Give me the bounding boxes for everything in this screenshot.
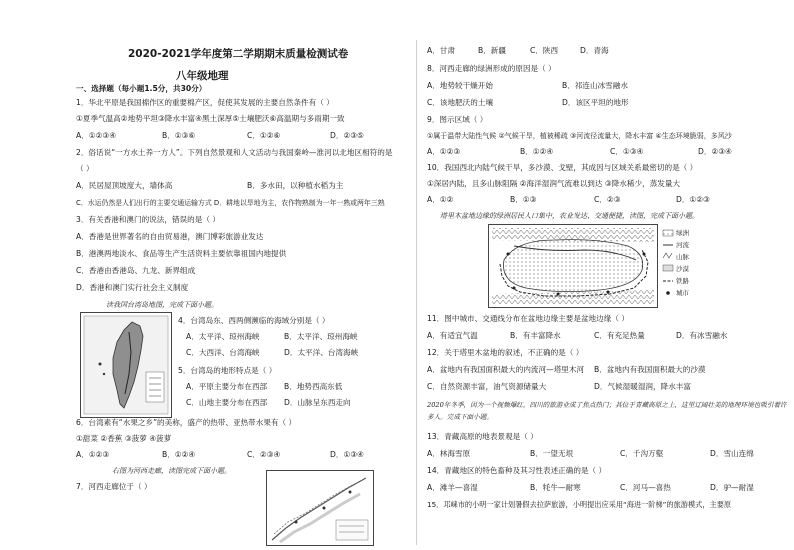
q12-stem: 12．关于塔里木盆地的叙述，不正确的是（ ） (427, 348, 584, 357)
taiwan-map-intro: 读我国台湾岛地图，完成下面小题。 (106, 301, 218, 309)
legend-city: 城市 (676, 289, 689, 297)
q9-option-d: D．②③④ (698, 147, 732, 156)
q11-stem: 11．图中城市、交通线分布在盆地边缘主要是盆地边缘（ ） (427, 314, 629, 323)
q9-stem: 9．图示区域（ ） (427, 115, 488, 124)
exam-subtitle: 八年级地理 (176, 70, 229, 82)
q13-option-c: C．千沟万壑 (620, 449, 664, 458)
q14-option-d: D．驴—耐湿 (710, 483, 754, 492)
q13-option-b: B．一望无垠 (530, 449, 574, 458)
q3-stem: 3．有关香港和澳门的说法，错误的是（ ） (76, 215, 220, 224)
q6-option-a: A．①②③ (76, 450, 110, 459)
q3-option-a: A．香港是世界著名的自由贸易港，澳门博彩旅游业发达 (76, 232, 264, 241)
q7-option-d: D．青海 (580, 46, 609, 55)
q10-option-d: D．①②③ (676, 195, 710, 204)
q7-option-c: C．陕西 (530, 46, 559, 55)
q8-option-c: C．该地肥沃的土壤 (427, 98, 494, 107)
q3-option-b: B．港澳两地淡水、食品等生产生活资料主要依靠祖国内地提供 (76, 249, 287, 258)
tarim-basin-map (488, 224, 658, 308)
q11-option-b: B．有丰富降水 (510, 331, 561, 340)
q1-option-a: A．①②③④ (76, 131, 117, 140)
news-intro: 2020年冬季，因为一个视频爆红，四川的旅游业成了焦点热门；其位于青藏高原之上，这里辽阔壮美的地理环境也吸引着许多人。完成下面小题。 (427, 401, 787, 421)
q15-stem: 15．邛崃市的小明一家计划暑假去拉萨旅游，小明提出应采用“海进一阶梯”的旅游模式，主要原 (427, 500, 732, 509)
tarim-map-intro: 塔里木盆地边缘的绿洲居民人口集中，农业发达、交通便捷，读图，完成下面小题。 (440, 212, 699, 220)
q9-option-a: A．①②③ (427, 147, 461, 156)
q13-stem: 13．青藏高原的地表景观是（ ） (427, 432, 538, 441)
q5-option-d: D．山脉呈东西走向 (284, 398, 351, 407)
q11-option-c: C．有充足热量 (594, 331, 645, 340)
q14-option-b: B．牦牛—耐寒 (530, 483, 581, 492)
q7-option-a: A．甘肃 (427, 46, 455, 55)
q10-choices: ①深居内陆，且多山脉阻隔 ②海洋湿润气流难以到达 ③降水稀少，蒸发量大 (427, 179, 681, 188)
q8-option-d: D．该区平坦的地形 (562, 98, 629, 107)
q6-option-b: B．①②④ (162, 450, 196, 459)
q4-option-b: B．太平洋、琼州海峡 (284, 332, 358, 341)
q4-stem: 4．台湾岛东、西两侧濒临的海域分别是（ ） (178, 316, 330, 325)
q4-option-a: A．太平洋、琼州海峡 (186, 332, 260, 341)
q5-option-a: A．平原主要分布在西部 (186, 382, 268, 391)
q6-stem: 6．台湾素有“水果之乡”的美称，盛产的热带、亚热带水果有（ ） (76, 418, 297, 427)
taiwan-map (80, 312, 172, 418)
q12-option-a: A．盆地内有我国面积最大的内流河—塔里木河 (427, 365, 585, 374)
legend-river: 河流 (676, 241, 689, 249)
q7-stem: 7．河西走廊位于（ ） (76, 482, 152, 491)
q9-option-b: B．①②④ (520, 147, 554, 156)
q14-stem: 14．青藏地区的特色畜种及其习性表述正确的是（ ） (427, 466, 607, 475)
q12-option-c: C．自然资源丰富，油气资源储量大 (427, 382, 547, 391)
legend-desert: 沙漠 (676, 265, 689, 273)
q2-option-b: B．多水田，以种植水稻为主 (247, 181, 344, 190)
q7-option-b: B．新疆 (478, 46, 506, 55)
q5-option-b: B．地势西高东低 (284, 382, 343, 391)
q12-option-b: B．盆地内有我国面积最大的沙漠 (594, 365, 706, 374)
q4-option-c: C．大西洋、台湾海峡 (186, 348, 260, 357)
q8-option-b: B．祁连山冰雪融水 (562, 81, 628, 90)
q8-option-a: A．地势较干燥开始 (427, 81, 493, 90)
q11-option-d: D．有冰雪融水 (676, 331, 728, 340)
q1-stem: 1．华北平原是我国棉作区的重要棉产区，促使其发展的主要自然条件有（ ） (76, 98, 334, 107)
q5-option-c: C．山地主要分布在西部 (186, 398, 268, 407)
hexi-map-intro: 右图为河西走廊，读图完成下面小题。 (112, 467, 231, 475)
q2-option-cd: C．水运仍然是人们出行的主要交通运输方式 D．耕地以旱地为主，农作物熟制为一年一熟或两年三熟 (76, 199, 385, 207)
legend-oasis: 绿洲 (676, 229, 689, 237)
q1-option-d: D．②③⑤ (330, 131, 364, 140)
q3-option-d: D．香港和澳门实行社会主义制度 (76, 283, 189, 292)
q14-option-a: A．滩羊—喜湿 (427, 483, 478, 492)
q2-option-a: A．民居屋顶坡度大，墙体高 (76, 181, 173, 190)
column-divider (416, 40, 417, 545)
q9-option-c: C．①③④ (610, 147, 644, 156)
q1-option-c: C．①②⑥ (247, 131, 281, 140)
q3-option-c: C．香港由香港岛、九龙、新界组成 (76, 266, 196, 275)
q9-choices: ①属于温带大陆性气候 ②气候干旱，植被稀疏 ③河流径流量大，降水丰富 ④生态环境脆弱，多风沙 (427, 132, 732, 140)
q10-stem: 10．我国西北内陆气候干旱，多沙漠、戈壁，其成因与区域关系最密切的是（ ） (427, 163, 698, 172)
q10-option-a: A．①② (427, 195, 454, 204)
q6-option-c: C．②③④ (247, 450, 281, 459)
q13-option-a: A．林海雪原 (427, 449, 471, 458)
q4-option-d: D．太平洋、台湾海峡 (284, 348, 359, 357)
q8-stem: 8．河西走廊的绿洲形成的原因是（ ） (427, 64, 556, 73)
q11-option-a: A．有适宜气温 (427, 331, 478, 340)
q2-stem: 2．俗话说“一方水土养一方人”。下列自然景观和人文活动与我国秦岭—淮河以北地区相符的是 (76, 148, 393, 157)
q13-option-d: D．雪山连绵 (710, 449, 754, 458)
q5-stem: 5．台湾岛的地形特点是（ ） (178, 366, 277, 375)
legend-railway: 铁路 (676, 277, 689, 285)
q6-option-d: D．①③④ (330, 450, 364, 459)
q10-option-c: C．②③ (594, 195, 621, 204)
q1-option-b: B．①③⑥ (162, 131, 196, 140)
exam-title: 2020-2021学年度第二学期期末质量检测试卷 (128, 48, 349, 60)
q10-option-b: B．①③ (510, 195, 537, 204)
q2-blank: （ ） (76, 164, 94, 173)
section-heading: 一、选择题（每小题1.5分，共30分） (76, 84, 207, 93)
q12-option-d: D．气候湿暖湿润，降水丰富 (594, 382, 691, 391)
q1-choices: ①夏季气温高②地势平坦③降水丰富④黑土深厚⑤土壤肥沃⑥高温期与多雨期一致 (76, 114, 345, 123)
q6-choices: ①甜菜 ②香蕉 ③菠萝 ④菠萝 (76, 434, 172, 443)
q14-option-c: C．河马—喜热 (620, 483, 671, 492)
hexi-corridor-map (266, 470, 374, 546)
legend-mountain: 山脉 (676, 253, 689, 261)
